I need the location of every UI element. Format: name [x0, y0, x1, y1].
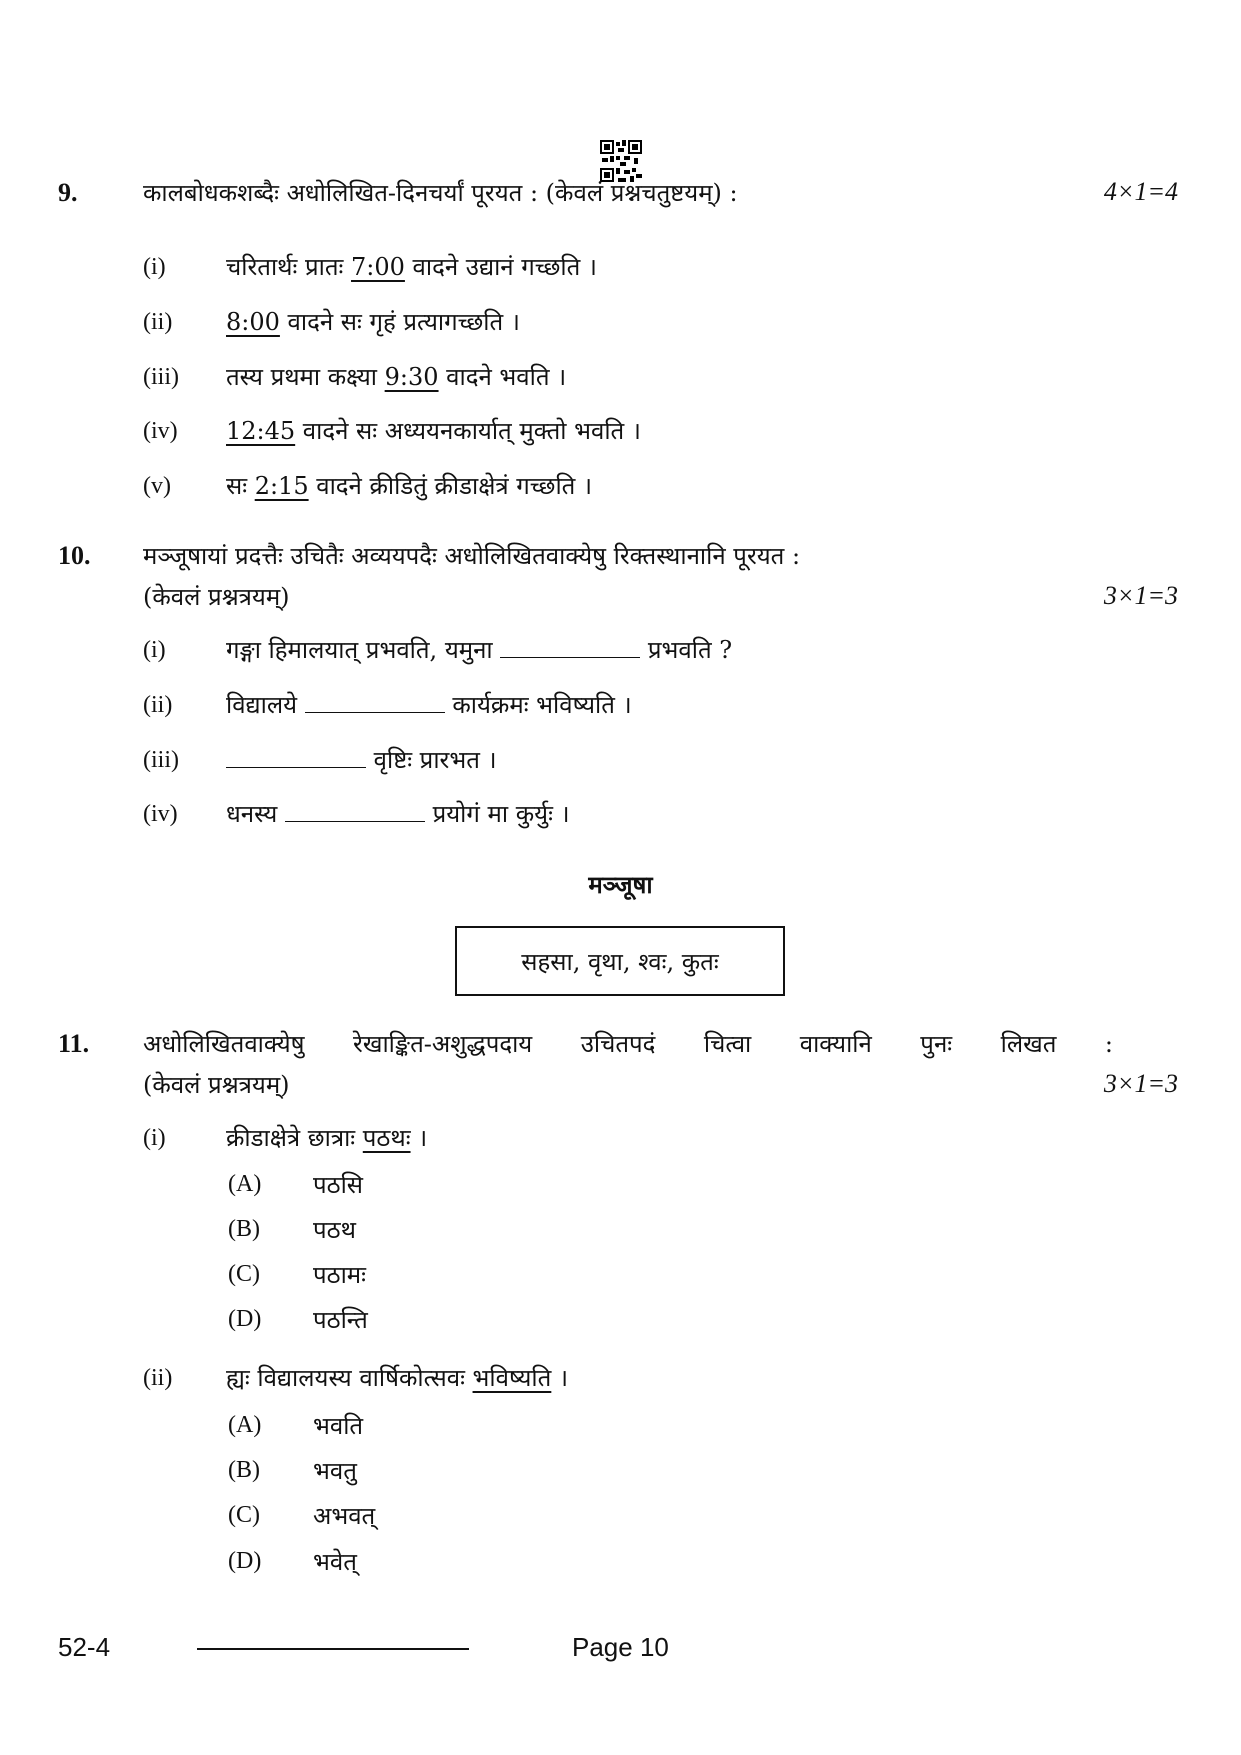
question-11-text-line2: (केवलं प्रश्नत्रयम्) — [143, 1071, 290, 1099]
q9-item-3: तस्य प्रथमा कक्ष्या 9:30 वादने भवति । — [226, 363, 567, 391]
q10-item-4: धनस्य प्रयोगं मा कुर्युः । — [226, 800, 570, 828]
q9-item-3-roman: (iii) — [143, 364, 179, 390]
question-9-number: 9. — [58, 178, 78, 207]
word-box-words: सहसा, वृथा, श्वः, कुतः — [521, 947, 719, 976]
q11-sub2-option-a: भवति — [313, 1412, 364, 1440]
question-10-text-line2: (केवलं प्रश्नत्रयम्) — [143, 583, 290, 611]
q11-sub2-option-b: भवतु — [313, 1457, 357, 1485]
q11-sub2-option-d-letter: (D) — [228, 1548, 262, 1574]
q10-item-4-roman: (iv) — [143, 801, 178, 827]
q11-sub1-sentence: क्रीडाक्षेत्रे छात्राः पठथः । — [226, 1124, 428, 1152]
q11-sub1-option-b-letter: (B) — [228, 1216, 260, 1242]
q11-sub1-option-c: पठामः — [313, 1261, 366, 1289]
q11-sub2-option-a-letter: (A) — [228, 1412, 262, 1438]
q10-item-1: गङ्गा हिमालयात् प्रभवति, यमुना प्रभवति ? — [226, 636, 733, 664]
word-box-title: मञ्जूषा — [588, 870, 653, 899]
q10-item-3: वृष्टिः प्रारभत । — [226, 743, 497, 776]
q9-item-1-roman: (i) — [143, 254, 166, 280]
question-11-marks: 3×1=3 — [1103, 1069, 1178, 1098]
q9-item-4-roman: (iv) — [143, 418, 178, 444]
paper-code: 52-4 — [58, 1632, 111, 1662]
question-11-text-line1: अधोलिखितवाक्येषु रेखाङ्कित-अशुद्धपदाय उचितपदं चित्वा वाक्यानि पुनः लिखत : — [143, 1030, 1113, 1058]
q9-item-5: सः 2:15 वादने क्रीडितुं क्रीडाक्षेत्रं गच्छति । — [226, 472, 593, 500]
q9-item-5-roman: (v) — [143, 473, 171, 499]
question-9-text: कालबोधकशब्दैः अधोलिखित-दिनचर्यां पूरयत : (केवलं प्रश्नचतुष्टयम्) : — [143, 179, 738, 207]
word-box — [455, 926, 785, 996]
q9-item-1: चरितार्थः प्रातः 7:00 वादने उद्यानं गच्छति । — [226, 253, 598, 281]
q11-sub1-roman: (i) — [143, 1125, 166, 1151]
q11-sub2-option-d: भवेत् — [313, 1548, 357, 1576]
q11-sub2-option-b-letter: (B) — [228, 1457, 260, 1483]
q11-sub1-option-a: पठसि — [313, 1171, 364, 1199]
question-10-text-line1: मञ्जूषायां प्रदत्तैः उचितैः अव्ययपदैः अधोलिखितवाक्येषु रिक्तस्थानानि पूरयत : — [143, 542, 801, 570]
q11-sub1-option-d-letter: (D) — [228, 1306, 262, 1332]
q11-sub2-roman: (ii) — [143, 1365, 173, 1391]
question-9-marks: 4×1=4 — [1103, 177, 1178, 206]
footer-rule — [197, 1648, 469, 1650]
q10-item-3-roman: (iii) — [143, 747, 179, 773]
question-11-number: 11. — [58, 1029, 90, 1058]
q11-sub1-option-c-letter: (C) — [228, 1261, 260, 1287]
q9-item-4: 12:45 वादने सः अध्ययनकार्यात् मुक्तो भवति । — [226, 417, 641, 445]
question-10-marks: 3×1=3 — [1103, 581, 1178, 610]
q10-item-2-roman: (ii) — [143, 692, 173, 718]
page-number: Page 10 — [572, 1632, 669, 1662]
q10-item-2: विद्यालये कार्यक्रमः भविष्यति । — [226, 691, 632, 719]
q9-item-2-roman: (ii) — [143, 309, 173, 335]
q10-item-1-roman: (i) — [143, 637, 166, 663]
q11-sub2-option-c-letter: (C) — [228, 1502, 260, 1528]
q11-sub1-option-b: पठथ — [313, 1216, 356, 1244]
q11-sub2-sentence: ह्यः विद्यालयस्य वार्षिकोत्सवः भविष्यति । — [226, 1364, 569, 1392]
q11-sub1-option-a-letter: (A) — [228, 1171, 262, 1197]
question-10-number: 10. — [58, 541, 91, 570]
q9-item-2: 8:00 वादने सः गृहं प्रत्यागच्छति । — [226, 308, 520, 336]
q11-sub2-option-c: अभवत् — [313, 1502, 376, 1530]
q11-sub1-option-d: पठन्ति — [313, 1306, 368, 1334]
